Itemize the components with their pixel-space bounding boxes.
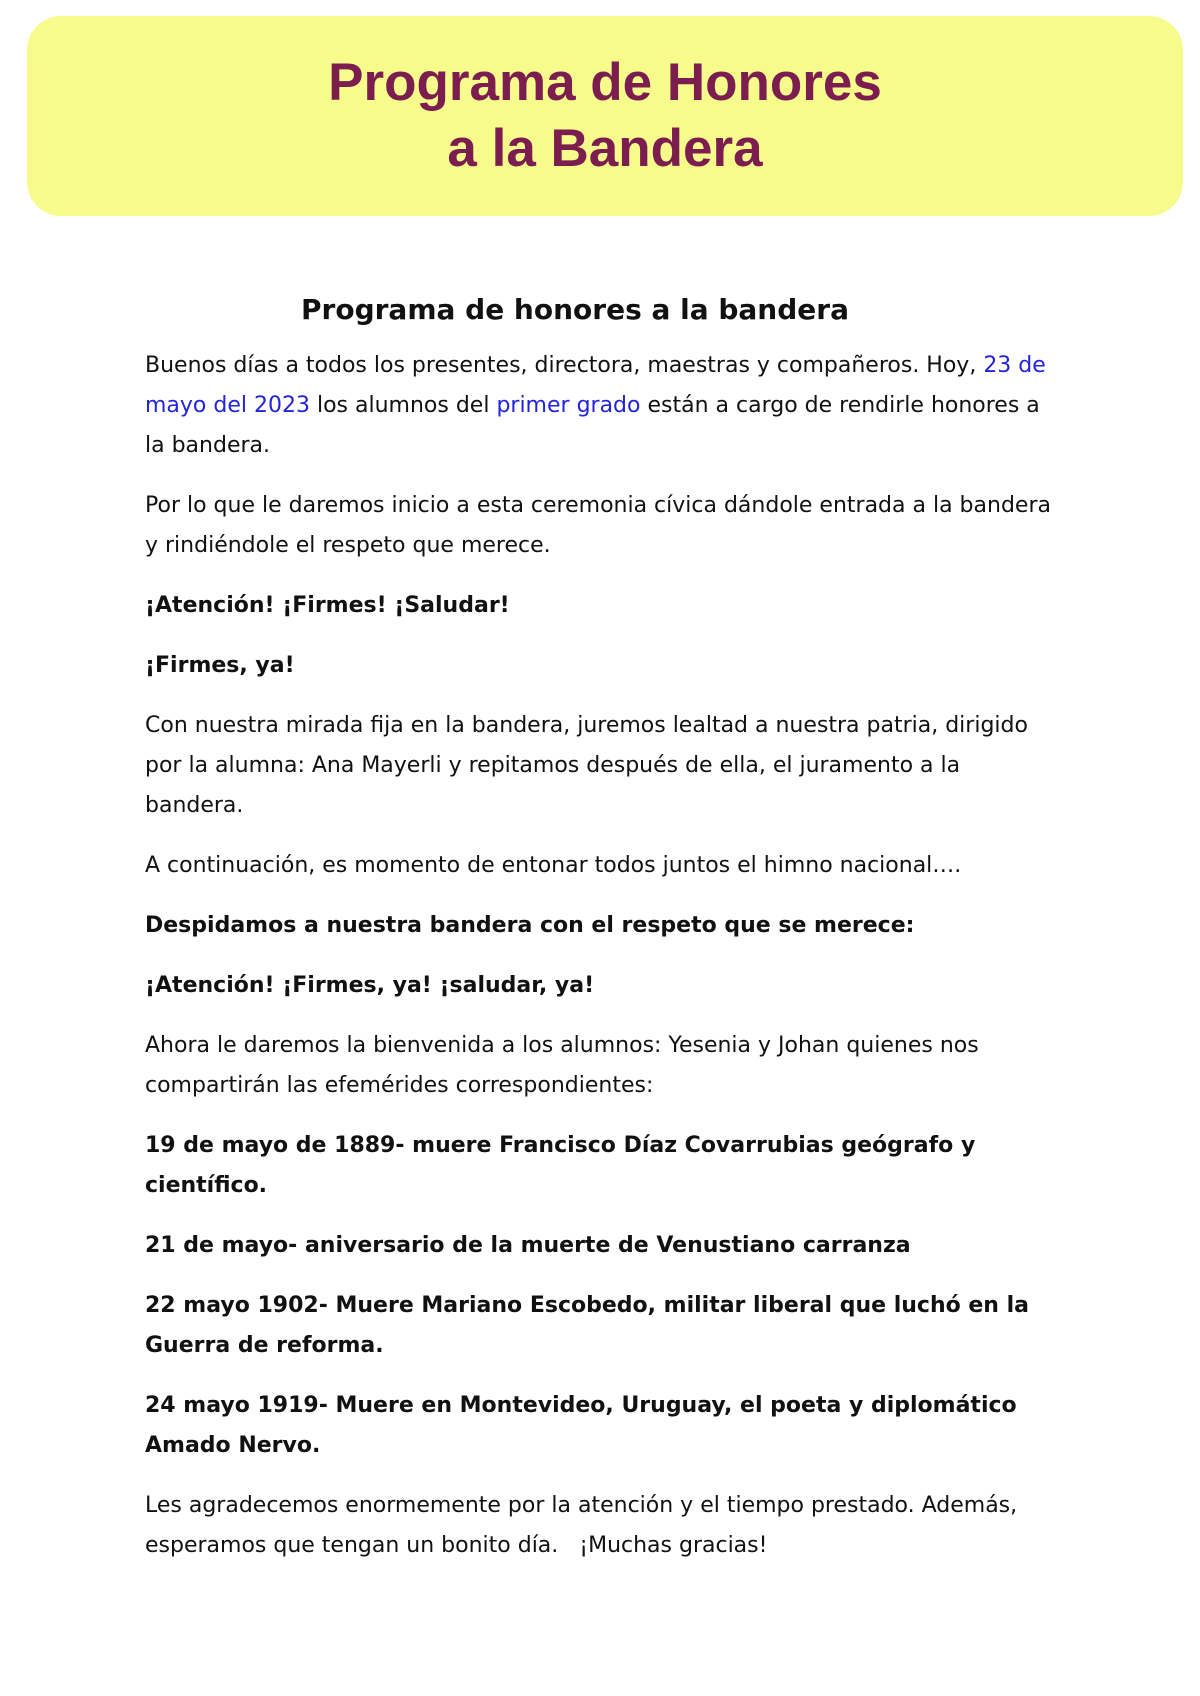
intro-grade: primer grado	[496, 393, 641, 418]
intro-text-3: están a cargo de rendirle honores a la bandera.	[145, 393, 1040, 458]
ephemeris-item: 19 de mayo de 1889- muere Francisco Díaz Covarrubias geógrafo y científico.	[145, 1133, 976, 1198]
paragraph-farewell: Despidamos a nuestra bandera con el respeto que se merece:	[145, 913, 915, 938]
banner-title-line-2: a la Bandera	[447, 119, 763, 178]
document-heading: Programa de honores a la bandera	[301, 293, 849, 326]
paragraph-oath: Con nuestra mirada fija en la bandera, juremos lealtad a nuestra patria, dirigido por la alumna: Ana Mayerli y repitamos después de ella, el juramento a la bandera.	[145, 713, 1028, 818]
ephemeris-item: 22 mayo 1902- Muere Mariano Escobedo, militar liberal que luchó en la Guerra de reforma.	[145, 1293, 1030, 1358]
ephemeris-item: 24 mayo 1919- Muere en Montevideo, Uruguay, el poeta y diplomático Amado Nervo.	[145, 1393, 1017, 1458]
intro-date: 23 de mayo del 2023	[145, 353, 1046, 418]
paragraph-ephemerides-intro: Ahora le daremos la bienvenida a los alumnos: Yesenia y Johan quienes nos compartirán las efemérides correspondientes:	[145, 1033, 979, 1098]
document-body	[145, 290, 1065, 1586]
banner-title-line-1: Programa de Honores	[328, 53, 882, 112]
ephemeris-item: 21 de mayo- aniversario de la muerte de Venustiano carranza	[145, 1233, 911, 1258]
intro-text-2: los alumnos del	[309, 393, 497, 418]
title-banner	[27, 16, 1183, 216]
command-attention-salute: ¡Atención! ¡Firmes! ¡Saludar!	[145, 593, 510, 618]
command-firmes: ¡Firmes, ya!	[145, 653, 295, 678]
paragraph-anthem: A continuación, es momento de entonar todos juntos el himno nacional….	[145, 853, 962, 878]
command-farewell-salute: ¡Atención! ¡Firmes, ya! ¡saludar, ya!	[145, 973, 595, 998]
intro-text-1: Buenos días a todos los presentes, directora, maestras y compañeros. Hoy,	[145, 353, 984, 378]
paragraph-opening: Por lo que le daremos inicio a esta ceremonia cívica dándole entrada a la bandera y rindiéndole el respeto que merece.	[145, 493, 1051, 558]
intro-paragraph	[145, 346, 1065, 466]
paragraph-closing: Les agradecemos enormemente por la atención y el tiempo prestado. Además, esperamos que tengan un bonito día. ¡Muchas gracias!	[145, 1493, 1025, 1558]
